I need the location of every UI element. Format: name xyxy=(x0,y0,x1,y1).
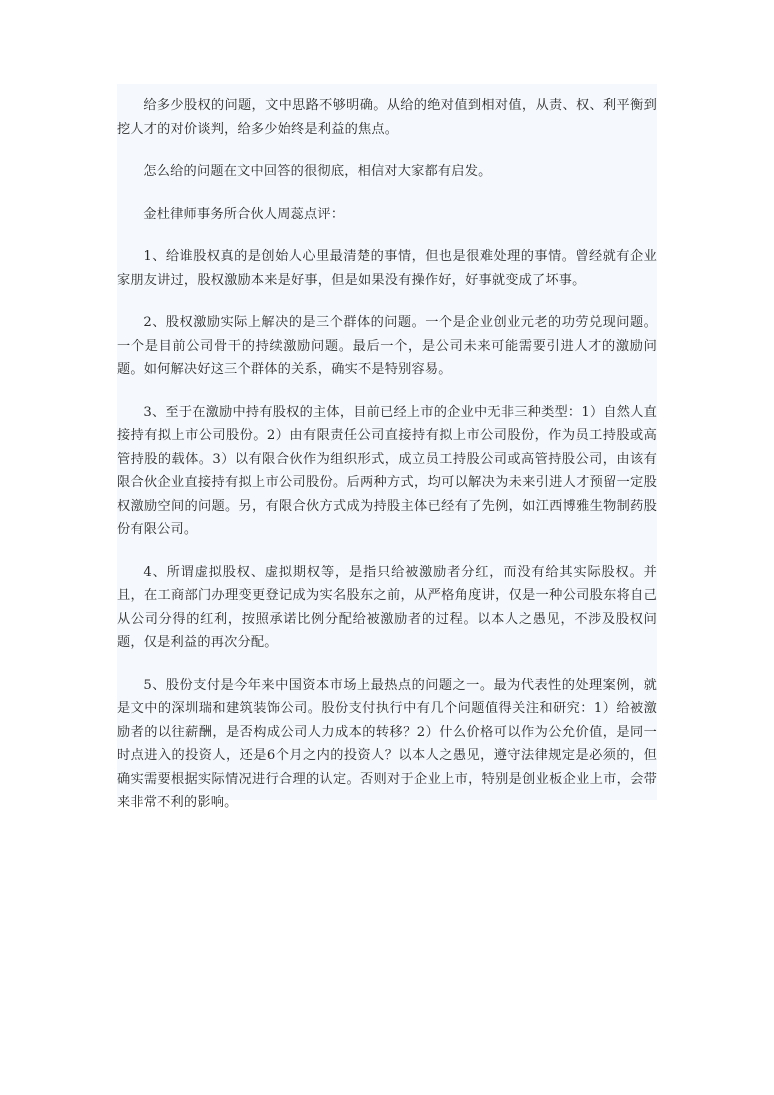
paragraph-point-1: 1、给谁股权真的是创始人心里最清楚的事情，但也是很难处理的事情。曾经就有企业家朋友讲过，股权激励本来是好事，但是如果没有操作好，好事就变成了坏事。 xyxy=(117,249,657,288)
paragraph-point-4: 4、所谓虚拟股权、虚拟期权等，是指只给被激励者分红，而没有给其实际股权。并且，在工商部门办理变更登记成为实名股东之前，从严格角度讲，仅是一种公司股东将自己从公司分得的红利，按照承诺比例分配给被激励者的过程。以本人之愚见，不涉及股权问题，仅是利益的再次分配。 xyxy=(117,564,657,650)
paragraph-point-5: 5、股份支付是今年来中国资本市场上最热点的问题之一。最为代表性的处理案例，就是文中的深圳瑞和建筑装饰公司。股份支付执行中有几个问题值得关注和研究：1）给被激励者的以往薪酬，是否构成公司人力成本的转移？2）什么价格可以作为公允价值，是同一时点进入的投资人，还是6个月之内的投资人？以本人之愚见，遵守法律规定是必须的，但确实需要根据实际情况进行合理的认定。否则对于企业上市，特别是创业板企业上市，会带来非常不利的影响。 xyxy=(117,677,657,810)
document-body xyxy=(117,84,657,810)
paragraph-point-3: 3、至于在激励中持有股权的主体，目前已经上市的企业中无非三种类型：1）自然人直接持有拟上市公司股份。2）由有限责任公司直接持有拟上市公司股份，作为员工持股或高管持股的载体。3）以有限合伙作为组织形式，成立员工持股公司或高管持股公司，由该有限合伙企业直接持有拟上市公司股份。后两种方式，均可以解决为未来引进人才预留一定股权激励空间的问题。另，有限合伙方式成为持股主体已经有了先例，如江西博雅生物制药股份有限公司。 xyxy=(117,404,657,537)
paragraph-commentator: 金杜律师事务所合伙人周蕊点评： xyxy=(143,206,345,222)
paragraph-how-to-give: 怎么给的问题在文中回答的很彻底，相信对大家都有启发。 xyxy=(143,164,492,179)
paragraph-point-2: 2、股权激励实际上解决的是三个群体的问题。一个是企业创业元老的功劳兑现问题。一个是目前公司骨干的持续激励问题。最后一个，是公司未来可能需要引进人才的激励问题。如何解决好这三个群体的关系，确实不是特别容易。 xyxy=(117,315,657,377)
paragraph-how-much-equity: 给多少股权的问题，文中思路不够明确。从给的绝对值到相对值，从责、权、利平衡到挖人才的对价谈判，给多少始终是利益的焦点。 xyxy=(117,98,657,137)
